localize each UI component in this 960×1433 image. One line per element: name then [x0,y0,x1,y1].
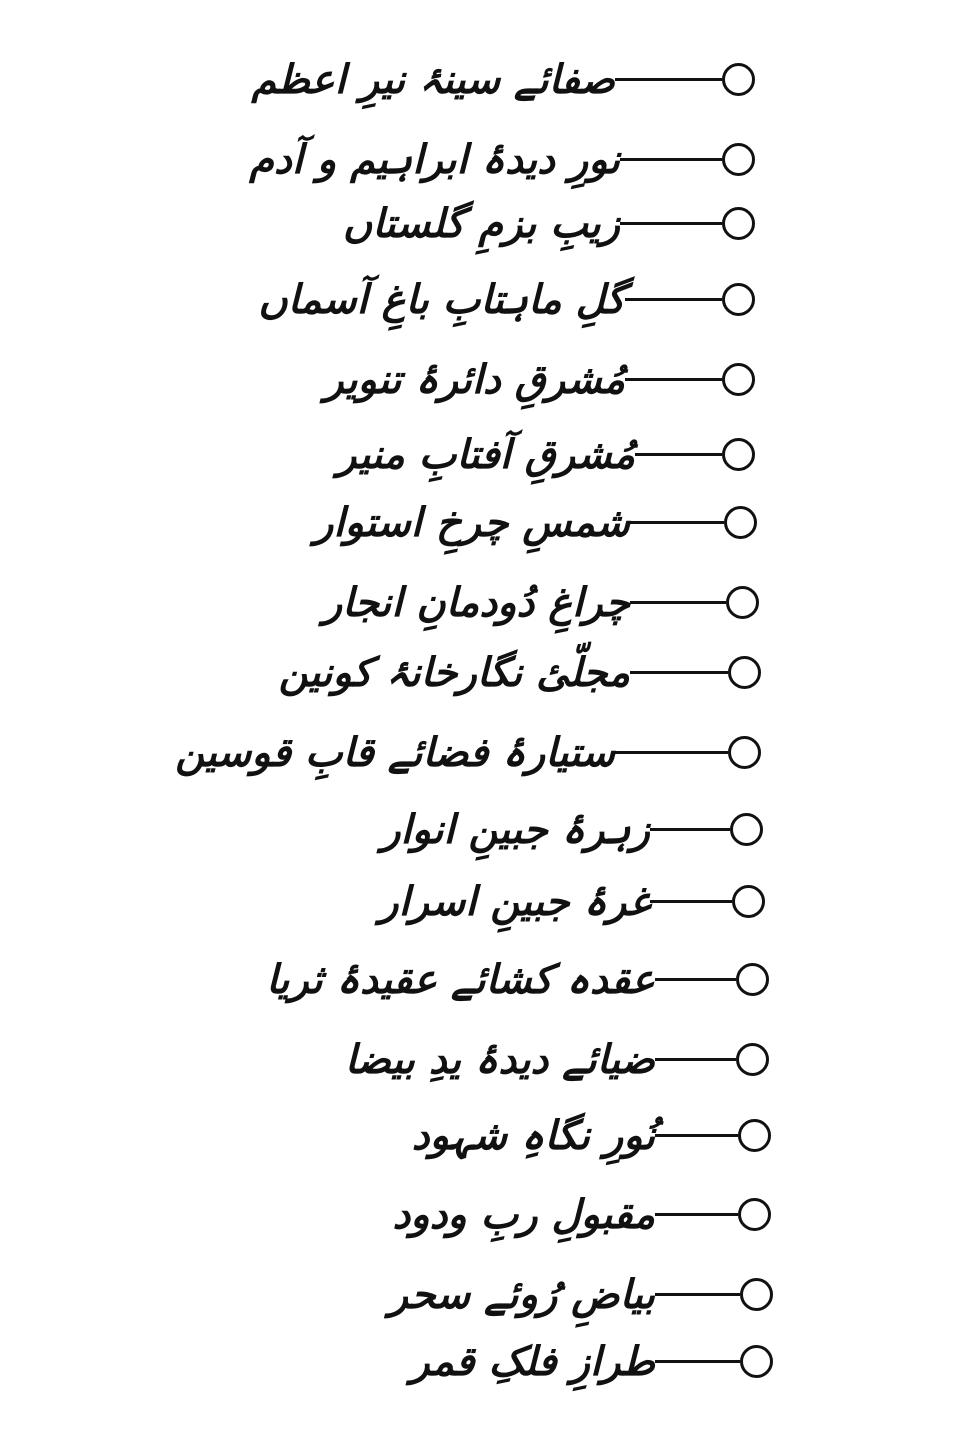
leader-line [655,978,736,981]
bullet-circle-icon [722,438,755,471]
bullet-circle-icon [726,586,759,619]
leader-line [615,751,728,754]
bullet-circle-icon [722,283,755,316]
honorific-phrase: مُشرقِ آفتابِ منیر [337,431,635,478]
leader-line [635,453,722,456]
leader-line [650,828,730,831]
list-item [0,643,960,703]
honorific-phrase: غرۂ جبینِ اسرار [379,878,650,925]
honorific-phrase: ستیارۂ فضائے قابِ قوسین [175,729,615,776]
honorific-phrase: مقبولِ ربِ ودود [392,1191,655,1238]
leader-line [630,521,724,524]
honorific-phrase: چراغِ دُودمانِ انجار [322,579,630,626]
bullet-circle-icon [724,506,757,539]
list-item [0,1265,960,1325]
list-item [0,1030,960,1090]
leader-line [625,378,722,381]
honorific-phrase: شمسِ چرخِ استوار [314,499,630,546]
leader-line [630,671,728,674]
leader-line [655,1293,740,1296]
bullet-circle-icon [722,143,755,176]
leader-line [630,601,726,604]
list-item [0,130,960,190]
list-item [0,573,960,633]
list-item [0,723,960,783]
list-item [0,50,960,110]
list-item [0,425,960,485]
honorific-phrase: طرازِ فلکِ قمر [410,1338,655,1385]
list-item [0,1106,960,1166]
honorific-phrase: مُشرقِ دائرۂ تنویر [324,356,625,403]
list-item [0,350,960,410]
list-item [0,1332,960,1392]
honorific-phrase: نُورِ نگاہِ شہود [411,1112,655,1159]
honorific-phrase: مجلّیٔ نگارخانۂ کونین [278,649,630,696]
leader-line [655,1213,738,1216]
list-item [0,493,960,553]
bullet-circle-icon [722,363,755,396]
bullet-circle-icon [740,1345,773,1378]
honorific-phrase: زہرۂ جبینِ انوار [381,806,650,853]
honorific-phrase: بیاضِ رُوئے سحر [388,1271,655,1318]
honorific-phrase: نورِ دیدۂ ابراہیم و آدم [249,136,620,183]
honorific-phrase: گلِ ماہتابِ باغِ آسماں [258,276,625,323]
bullet-circle-icon [738,1119,771,1152]
bullet-circle-icon [736,1043,769,1076]
list-item [0,872,960,932]
bullet-circle-icon [740,1278,773,1311]
bullet-circle-icon [722,63,755,96]
bullet-circle-icon [722,207,755,240]
leader-line [655,1360,740,1363]
leader-line [620,222,722,225]
honorific-phrase: صفائے سینۂ نیرِ اعظم [251,56,615,103]
leader-line [615,78,722,81]
list-item [0,1185,960,1245]
list-item [0,950,960,1010]
honorific-phrase: عقدہ کشائے عقیدۂ ثریا [266,956,655,1003]
bullet-circle-icon [738,1198,771,1231]
bullet-circle-icon [728,656,761,689]
list-item [0,270,960,330]
honorific-phrase: ضیائے دیدۂ یدِ بیضا [344,1036,655,1083]
bullet-circle-icon [728,736,761,769]
leader-line [625,298,722,301]
leader-line [620,158,722,161]
leader-line [650,900,732,903]
bullet-circle-icon [732,885,765,918]
list-item [0,800,960,860]
leader-line [655,1058,736,1061]
bullet-circle-icon [736,963,769,996]
leader-line [655,1134,738,1137]
bullet-circle-icon [730,813,763,846]
honorific-phrase: زیبِ بزمِ گلستاں [342,200,620,247]
list-item [0,194,960,254]
